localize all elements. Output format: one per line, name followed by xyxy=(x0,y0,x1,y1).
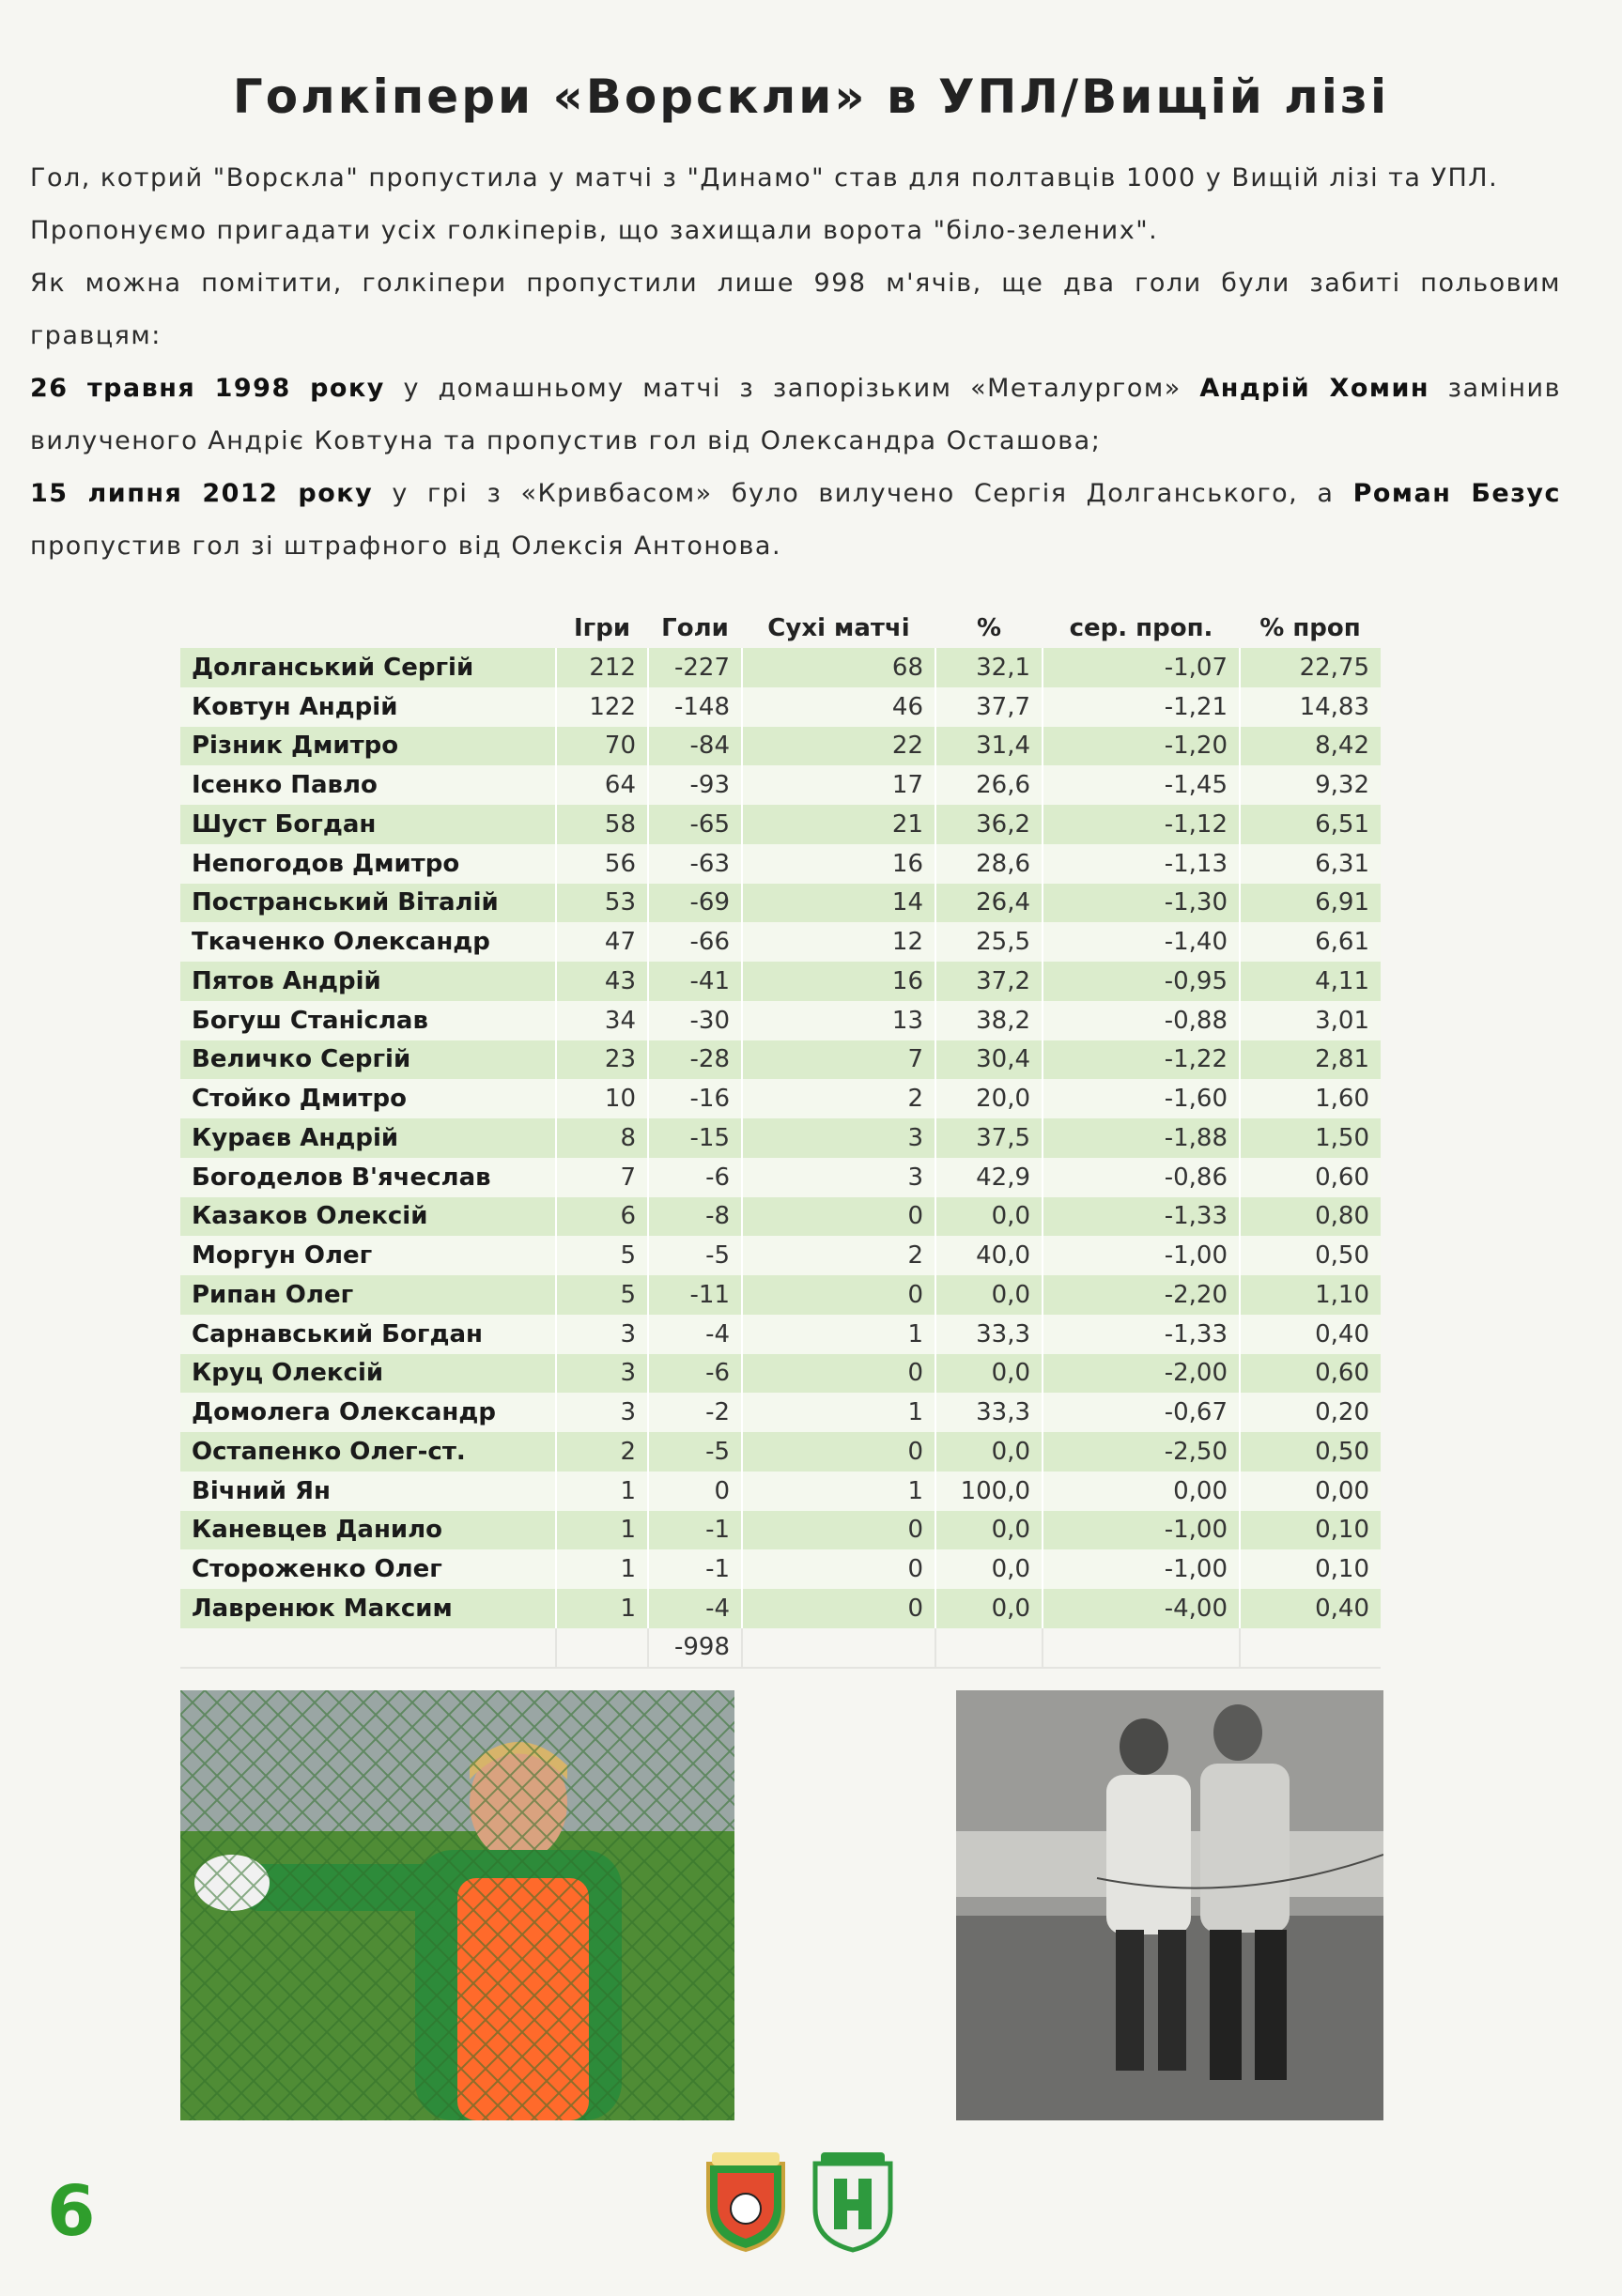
percent-conceded: 0,60 xyxy=(1240,1354,1381,1394)
table-row xyxy=(180,1236,1381,1275)
goals-conceded: -148 xyxy=(648,687,742,727)
games: 8 xyxy=(556,1118,648,1158)
clean-sheet-percent: 0,0 xyxy=(935,1589,1043,1628)
table-row xyxy=(180,1197,1381,1237)
percent-conceded: 3,01 xyxy=(1240,1001,1381,1040)
goals-conceded: 0 xyxy=(648,1472,742,1511)
percent-conceded: 0,60 xyxy=(1240,1158,1381,1197)
header-name xyxy=(180,609,556,648)
table-row xyxy=(180,1079,1381,1118)
goalkeeper-photo-color xyxy=(180,1690,734,2120)
table-row xyxy=(180,1549,1381,1589)
table-row xyxy=(180,1589,1381,1628)
goals-conceded: -2 xyxy=(648,1393,742,1432)
player-name: Вічний Ян xyxy=(180,1472,556,1511)
games: 58 xyxy=(556,805,648,844)
goals-conceded: -227 xyxy=(648,648,742,687)
clean-sheets: 68 xyxy=(742,648,935,687)
games: 6 xyxy=(556,1197,648,1237)
player-name: Пятов Андрій xyxy=(180,962,556,1001)
goals-conceded: -1 xyxy=(648,1549,742,1589)
games: 53 xyxy=(556,884,648,923)
goals-conceded: -65 xyxy=(648,805,742,844)
games: 34 xyxy=(556,1001,648,1040)
avg-conceded: -1,12 xyxy=(1043,805,1240,844)
clean-sheet-percent: 26,4 xyxy=(935,884,1043,923)
goals-conceded: -93 xyxy=(648,765,742,805)
percent-conceded: 0,20 xyxy=(1240,1393,1381,1432)
table-row xyxy=(180,727,1381,766)
player-name: Кураєв Андрій xyxy=(180,1118,556,1158)
table-row xyxy=(180,1354,1381,1394)
clean-sheets: 3 xyxy=(742,1158,935,1197)
goals-conceded: -41 xyxy=(648,962,742,1001)
clean-sheets: 0 xyxy=(742,1197,935,1237)
clean-sheet-percent: 30,4 xyxy=(935,1040,1043,1080)
percent-conceded: 9,32 xyxy=(1240,765,1381,805)
intro-paragraph: 26 травня 1998 року у домашньому матчі з запорізьким «Металургом» Андрій Хомин замінив вилученого Андріє Ковтуна та пропустив гол від Олександра Осташова; xyxy=(30,374,1562,455)
vorskla-crest-icon xyxy=(703,2150,789,2254)
clean-sheets: 2 xyxy=(742,1079,935,1118)
games: 1 xyxy=(556,1472,648,1511)
goals-conceded: -84 xyxy=(648,727,742,766)
clean-sheet-percent: 40,0 xyxy=(935,1236,1043,1275)
table-row xyxy=(180,922,1381,962)
date-highlight: 15 липня 2012 року xyxy=(30,479,374,508)
goals-conceded: -15 xyxy=(648,1118,742,1158)
games: 1 xyxy=(556,1549,648,1589)
player-name: Казаков Олексій xyxy=(180,1197,556,1237)
goalkeeper-photo-illustration xyxy=(180,1690,734,2120)
clean-sheets: 0 xyxy=(742,1511,935,1550)
table-header-row xyxy=(180,609,1381,648)
goals-conceded: -63 xyxy=(648,844,742,884)
games: 56 xyxy=(556,844,648,884)
percent-conceded: 0,50 xyxy=(1240,1432,1381,1472)
date-highlight: 26 травня 1998 року xyxy=(30,374,385,403)
avg-conceded: -2,00 xyxy=(1043,1354,1240,1394)
clean-sheet-percent: 26,6 xyxy=(935,765,1043,805)
percent-conceded: 6,51 xyxy=(1240,805,1381,844)
player-name: Стороженко Олег xyxy=(180,1549,556,1589)
player-name: Каневцев Данило xyxy=(180,1511,556,1550)
games: 2 xyxy=(556,1432,648,1472)
clean-sheet-percent: 33,3 xyxy=(935,1393,1043,1432)
goals-conceded: -1 xyxy=(648,1511,742,1550)
clean-sheet-percent: 20,0 xyxy=(935,1079,1043,1118)
games: 3 xyxy=(556,1315,648,1354)
player-name: Ткаченко Олександр xyxy=(180,922,556,962)
clean-sheet-percent: 37,5 xyxy=(935,1118,1043,1158)
clean-sheet-percent: 38,2 xyxy=(935,1001,1043,1040)
clean-sheets: 12 xyxy=(742,922,935,962)
goals-conceded: -5 xyxy=(648,1236,742,1275)
avg-conceded: -1,60 xyxy=(1043,1079,1240,1118)
table-row xyxy=(180,1001,1381,1040)
avg-conceded: 0,00 xyxy=(1043,1472,1240,1511)
clean-sheets: 1 xyxy=(742,1315,935,1354)
player-name: Лавренюк Максим xyxy=(180,1589,556,1628)
percent-conceded: 0,40 xyxy=(1240,1589,1381,1628)
clean-sheets: 21 xyxy=(742,805,935,844)
clean-sheets: 2 xyxy=(742,1236,935,1275)
avg-conceded: -1,00 xyxy=(1043,1549,1240,1589)
games: 212 xyxy=(556,648,648,687)
clean-sheets: 3 xyxy=(742,1118,935,1158)
avg-conceded: -1,30 xyxy=(1043,884,1240,923)
table-row xyxy=(180,844,1381,884)
avg-conceded: -0,88 xyxy=(1043,1001,1240,1040)
table-total-row xyxy=(180,1628,1381,1668)
clean-sheets: 0 xyxy=(742,1275,935,1315)
intro-text xyxy=(30,152,1561,573)
percent-conceded: 1,10 xyxy=(1240,1275,1381,1315)
table-row xyxy=(180,648,1381,687)
clean-sheets: 7 xyxy=(742,1040,935,1080)
games: 64 xyxy=(556,765,648,805)
player-name: Моргун Олег xyxy=(180,1236,556,1275)
clean-sheet-percent: 0,0 xyxy=(935,1354,1043,1394)
header-percent-conceded: % проп xyxy=(1259,614,1361,642)
avg-conceded: -1,13 xyxy=(1043,844,1240,884)
clean-sheet-percent: 36,2 xyxy=(935,805,1043,844)
clean-sheet-percent: 0,0 xyxy=(935,1432,1043,1472)
player-highlight: Роман Безус xyxy=(1352,479,1562,508)
games: 10 xyxy=(556,1079,648,1118)
table-row xyxy=(180,1393,1381,1432)
clean-sheet-percent: 42,9 xyxy=(935,1158,1043,1197)
games: 3 xyxy=(556,1354,648,1394)
goals-conceded: -16 xyxy=(648,1079,742,1118)
goals-conceded: -11 xyxy=(648,1275,742,1315)
player-name: Остапенко Олег-ст. xyxy=(180,1432,556,1472)
player-highlight: Андрій Хомин xyxy=(1199,374,1430,403)
percent-conceded: 0,00 xyxy=(1240,1472,1381,1511)
header-games: Ігри xyxy=(573,614,631,642)
percent-conceded: 8,42 xyxy=(1240,727,1381,766)
percent-conceded: 0,10 xyxy=(1240,1549,1381,1589)
games: 70 xyxy=(556,727,648,766)
goals-conceded: -5 xyxy=(648,1432,742,1472)
avg-conceded: -1,45 xyxy=(1043,765,1240,805)
clean-sheet-percent: 37,2 xyxy=(935,962,1043,1001)
clean-sheets: 14 xyxy=(742,884,935,923)
clean-sheet-percent: 31,4 xyxy=(935,727,1043,766)
header-goals: Голи xyxy=(661,614,729,642)
clean-sheets: 1 xyxy=(742,1393,935,1432)
clean-sheet-percent: 32,1 xyxy=(935,648,1043,687)
clean-sheet-percent: 0,0 xyxy=(935,1197,1043,1237)
percent-conceded: 4,11 xyxy=(1240,962,1381,1001)
avg-conceded: -1,33 xyxy=(1043,1315,1240,1354)
avg-conceded: -1,00 xyxy=(1043,1511,1240,1550)
percent-conceded: 0,10 xyxy=(1240,1511,1381,1550)
player-name: Рипан Олег xyxy=(180,1275,556,1315)
games: 47 xyxy=(556,922,648,962)
goalkeepers-stats-table xyxy=(180,609,1381,1669)
games: 5 xyxy=(556,1275,648,1315)
table-row xyxy=(180,1118,1381,1158)
table-row xyxy=(180,687,1381,727)
header-percent: % xyxy=(976,614,1002,642)
percent-conceded: 0,50 xyxy=(1240,1236,1381,1275)
table-row xyxy=(180,1432,1381,1472)
player-name: Ковтун Андрій xyxy=(180,687,556,727)
player-name: Величко Сергій xyxy=(180,1040,556,1080)
avg-conceded: -0,95 xyxy=(1043,962,1240,1001)
table-row xyxy=(180,1511,1381,1550)
clean-sheets: 16 xyxy=(742,962,935,1001)
avg-conceded: -1,20 xyxy=(1043,727,1240,766)
games: 5 xyxy=(556,1236,648,1275)
player-name: Різник Дмитро xyxy=(180,727,556,766)
clean-sheet-percent: 100,0 xyxy=(935,1472,1043,1511)
intro-paragraph: Як можна помітити, голкіпери пропустили лише 998 м'ячів, ще два голи були забиті польовим гравцям: xyxy=(30,269,1561,350)
goals-conceded: -6 xyxy=(648,1354,742,1394)
table-row xyxy=(180,1158,1381,1197)
percent-conceded: 0,40 xyxy=(1240,1315,1381,1354)
player-name: Непогодов Дмитро xyxy=(180,844,556,884)
avg-conceded: -4,00 xyxy=(1043,1589,1240,1628)
percent-conceded: 22,75 xyxy=(1240,648,1381,687)
opponent-logo xyxy=(810,2150,896,2254)
table-row xyxy=(180,805,1381,844)
avg-conceded: -1,00 xyxy=(1043,1236,1240,1275)
goals-conceded: -66 xyxy=(648,922,742,962)
table-row xyxy=(180,1472,1381,1511)
intro-paragraph: 15 липня 2012 року у грі з «Кривбасом» було вилучено Сергія Долганського, а Роман Безус пропустив гол зі штрафного від Олексія Антонова. xyxy=(30,479,1562,561)
avg-conceded: -1,88 xyxy=(1043,1118,1240,1158)
percent-conceded: 6,31 xyxy=(1240,844,1381,884)
clean-sheet-percent: 37,7 xyxy=(935,687,1043,727)
clean-sheets: 0 xyxy=(742,1432,935,1472)
player-name: Шуст Богдан xyxy=(180,805,556,844)
clean-sheet-percent: 0,0 xyxy=(935,1511,1043,1550)
player-name: Стойко Дмитро xyxy=(180,1079,556,1118)
player-name: Ісенко Павло xyxy=(180,765,556,805)
clean-sheet-percent: 33,3 xyxy=(935,1315,1043,1354)
avg-conceded: -2,50 xyxy=(1043,1432,1240,1472)
goals-conceded: -28 xyxy=(648,1040,742,1080)
avg-conceded: -2,20 xyxy=(1043,1275,1240,1315)
goals-conceded: -4 xyxy=(648,1589,742,1628)
player-name: Домолега Олександр xyxy=(180,1393,556,1432)
goals-conceded: -69 xyxy=(648,884,742,923)
games: 1 xyxy=(556,1511,648,1550)
percent-conceded: 14,83 xyxy=(1240,687,1381,727)
clean-sheet-percent: 25,5 xyxy=(935,922,1043,962)
games: 23 xyxy=(556,1040,648,1080)
avg-conceded: -1,22 xyxy=(1043,1040,1240,1080)
percent-conceded: 6,61 xyxy=(1240,922,1381,962)
player-name: Богуш Станіслав xyxy=(180,1001,556,1040)
avg-conceded: -1,21 xyxy=(1043,687,1240,727)
avg-conceded: -0,67 xyxy=(1043,1393,1240,1432)
player-name: Круц Олексій xyxy=(180,1354,556,1394)
table-body xyxy=(180,648,1381,1628)
player-name: Сарнавський Богдан xyxy=(180,1315,556,1354)
total-goals: -998 xyxy=(648,1628,742,1668)
table-row xyxy=(180,1040,1381,1080)
clean-sheets: 1 xyxy=(742,1472,935,1511)
page-title: Голкіпери «Ворскли» в УПЛ/Вищій лізі xyxy=(232,69,1390,124)
clean-sheets: 22 xyxy=(742,727,935,766)
clean-sheets: 0 xyxy=(742,1354,935,1394)
avg-conceded: -1,33 xyxy=(1043,1197,1240,1237)
avg-conceded: -1,07 xyxy=(1043,648,1240,687)
games: 122 xyxy=(556,687,648,727)
archive-photo-bw xyxy=(956,1690,1383,2120)
avg-conceded: -0,86 xyxy=(1043,1158,1240,1197)
intro-paragraph: Гол, котрий "Ворскла" пропустила у матчі з "Динамо" став для полтавців 1000 у Вищій лізі та УПЛ. xyxy=(30,163,1499,193)
vorskla-logo xyxy=(703,2150,789,2254)
table-row xyxy=(180,884,1381,923)
goals-conceded: -6 xyxy=(648,1158,742,1197)
clean-sheets: 0 xyxy=(742,1589,935,1628)
percent-conceded: 1,50 xyxy=(1240,1118,1381,1158)
avg-conceded: -1,40 xyxy=(1043,922,1240,962)
clean-sheets: 16 xyxy=(742,844,935,884)
header-clean-sheets: Сухі матчі xyxy=(767,614,910,642)
percent-conceded: 1,60 xyxy=(1240,1079,1381,1118)
clean-sheets: 46 xyxy=(742,687,935,727)
intro-paragraph: Пропонуємо пригадати усіх голкіперів, що захищали ворота "біло-зелених". xyxy=(30,216,1159,245)
page-number: 6 xyxy=(47,2171,96,2252)
archive-photo-illustration xyxy=(956,1690,1383,2120)
clean-sheets: 0 xyxy=(742,1549,935,1589)
games: 43 xyxy=(556,962,648,1001)
clean-sheet-percent: 0,0 xyxy=(935,1275,1043,1315)
clean-sheets: 13 xyxy=(742,1001,935,1040)
goals-conceded: -4 xyxy=(648,1315,742,1354)
table-row xyxy=(180,1315,1381,1354)
player-name: Долганський Сергій xyxy=(180,648,556,687)
clean-sheet-percent: 0,0 xyxy=(935,1549,1043,1589)
percent-conceded: 2,81 xyxy=(1240,1040,1381,1080)
player-name: Постранський Віталій xyxy=(180,884,556,923)
percent-conceded: 0,80 xyxy=(1240,1197,1381,1237)
opponent-crest-icon xyxy=(810,2150,896,2254)
header-avg-conceded: сер. проп. xyxy=(1069,614,1213,642)
games: 3 xyxy=(556,1393,648,1432)
goals-conceded: -8 xyxy=(648,1197,742,1237)
games: 1 xyxy=(556,1589,648,1628)
table-row xyxy=(180,962,1381,1001)
clean-sheet-percent: 28,6 xyxy=(935,844,1043,884)
table-row xyxy=(180,765,1381,805)
player-name: Богоделов В'ячеслав xyxy=(180,1158,556,1197)
goals-conceded: -30 xyxy=(648,1001,742,1040)
clean-sheets: 17 xyxy=(742,765,935,805)
table-row xyxy=(180,1275,1381,1315)
games: 7 xyxy=(556,1158,648,1197)
percent-conceded: 6,91 xyxy=(1240,884,1381,923)
